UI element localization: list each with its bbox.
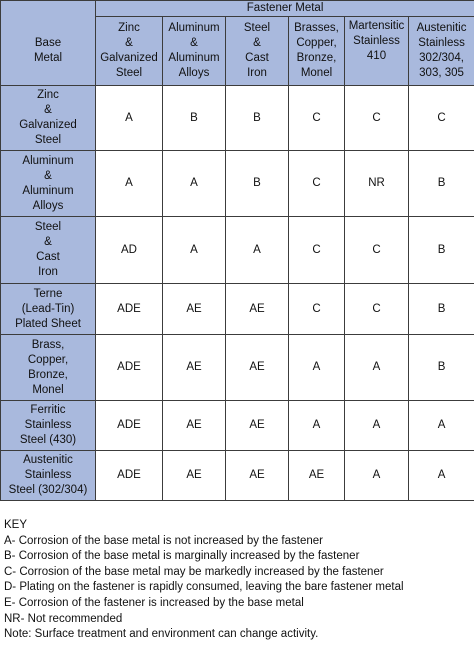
row-header-line: Steel (34, 134, 62, 146)
fastener-metal-title: Fastener Metal (96, 1, 474, 17)
row-header-line: Iron (38, 266, 58, 278)
col-header-line: Martensitic (348, 20, 405, 32)
table-cell: B (226, 86, 289, 151)
table-cell: A (96, 86, 163, 151)
table-row (1, 335, 474, 401)
table-cell: B (409, 284, 474, 335)
col-header-line: Cast (245, 52, 269, 64)
row-header-line: Steel (302/304) (8, 484, 88, 496)
col-header-line: Copper, (296, 37, 337, 49)
row-header-line: Aluminum (22, 154, 74, 167)
table-cell: C (345, 284, 409, 335)
table-cell: AE (226, 451, 289, 501)
col-header-aluminum (163, 17, 226, 86)
col-header-line: Iron (247, 67, 267, 79)
row-header-line: Stainless (24, 419, 72, 431)
row-header-line: Steel (430) (19, 434, 77, 446)
table-row (1, 86, 474, 151)
col-header-martensitic (345, 17, 409, 86)
row-header-line: Monel (32, 383, 64, 396)
key-heading: KEY (4, 519, 28, 531)
row-header-line: Brass, (31, 338, 65, 351)
col-header-line: Galvanized (100, 52, 158, 64)
table-row (1, 401, 474, 451)
key-item: E- Corrosion of the fastener is increased by the base metal (4, 596, 304, 609)
col-header-line: Aluminum (168, 22, 220, 34)
row-header-line: Stainless (24, 469, 72, 481)
table-cell: C (289, 151, 345, 217)
table-cell: A (163, 217, 226, 284)
col-header-line: Stainless (418, 37, 465, 49)
table-cell: B (163, 86, 226, 151)
table-cell: AE (226, 401, 289, 451)
row-header-line: & (44, 104, 52, 116)
col-header-line: Alloys (178, 67, 210, 79)
row-header-line: Cast (36, 251, 60, 263)
base-metal-header (1, 17, 96, 86)
col-header-austenitic (409, 17, 474, 86)
row-header-line: Galvanized (19, 119, 77, 131)
table-cell: A (409, 401, 474, 451)
key-item: D- Plating on the fastener is rapidly consumed, leaving the bare fastener metal (4, 581, 404, 594)
col-header-line: & (125, 37, 133, 49)
table-row (1, 151, 474, 217)
table-cell: ADE (96, 284, 163, 335)
row-header-line: Ferritic (30, 404, 66, 416)
col-header-steel (226, 17, 289, 86)
row-header-line: Alloys (32, 199, 64, 212)
row-header-zinc (1, 86, 96, 151)
col-header-zinc (96, 17, 163, 86)
row-header-aluminum (1, 151, 96, 217)
base-header-line: Base (34, 36, 62, 49)
row-header-line: Austenitic (23, 454, 73, 466)
row-header-ferritic (1, 401, 96, 451)
col-header-line: Steel (115, 67, 143, 79)
table-cell: AE (226, 335, 289, 401)
key-item: C- Corrosion of the base metal may be markedly increased by the fastener (4, 565, 384, 578)
row-header-terne (1, 284, 96, 335)
row-header-line: Copper, (27, 353, 69, 366)
table-cell: ADE (96, 335, 163, 401)
table-cell: C (345, 86, 409, 151)
col-header-line: Zinc (118, 22, 140, 34)
col-header-line: Stainless (353, 35, 400, 47)
table-cell: C (289, 86, 345, 151)
table-cell: A (96, 151, 163, 217)
table-cell: AE (226, 284, 289, 335)
table-cell: A (289, 335, 345, 401)
corner-blank-cell (1, 1, 96, 17)
row-header-line: & (44, 236, 52, 248)
table-cell: A (345, 451, 409, 501)
table-cell: ADE (96, 451, 163, 501)
table-cell: A (289, 401, 345, 451)
row-header-line: Zinc (37, 89, 59, 101)
col-header-line: Bronze, (296, 52, 337, 64)
table-cell: AE (289, 451, 345, 501)
table-cell: ADE (96, 401, 163, 451)
table-cell: AD (96, 217, 163, 284)
row-header-brass (1, 335, 96, 401)
table-row (1, 451, 474, 501)
row-header-line: Terne (33, 287, 63, 300)
col-header-line: Steel (243, 22, 271, 34)
table-cell: AE (163, 284, 226, 335)
table-cell: AE (163, 451, 226, 501)
table-row (1, 284, 474, 335)
col-header-line: Aluminum (168, 52, 220, 64)
table-cell: C (345, 217, 409, 284)
col-header-line: & (190, 37, 198, 49)
row-header-line: Bronze, (28, 368, 68, 381)
table-cell: AE (163, 335, 226, 401)
table-cell: B (409, 335, 474, 401)
table-cell: B (409, 151, 474, 217)
table-cell: C (289, 284, 345, 335)
table-cell: A (226, 217, 289, 284)
table-cell: A (163, 151, 226, 217)
key-item: B- Corrosion of the base metal is marginally increased by the fastener (4, 550, 360, 563)
col-header-line: & (253, 37, 261, 49)
row-header-line: (Lead-Tin) (21, 302, 75, 315)
col-header-line: Austenitic (416, 22, 467, 34)
key-item: NR- Not recommended (4, 612, 123, 625)
row-header-line: Plated Sheet (15, 317, 81, 330)
col-header-line: 302/304, (419, 52, 464, 64)
col-header-line: 303, 305 (419, 67, 464, 79)
row-header-line: & (44, 169, 52, 182)
row-header-line: Aluminum (22, 184, 74, 197)
key-note: Note: Surface treatment and environment can change activity. (4, 628, 319, 641)
table-cell: C (409, 86, 474, 151)
col-header-brasses (289, 17, 345, 86)
key-legend (4, 518, 472, 643)
table-cell-not-recommended: NR (345, 151, 409, 217)
table-cell: AE (163, 401, 226, 451)
key-item: A- Corrosion of the base metal is not increased by the fastener (4, 534, 323, 547)
table-cell: A (345, 335, 409, 401)
table-row (1, 217, 474, 284)
row-header-steel (1, 217, 96, 284)
row-header-austenitic (1, 451, 96, 501)
col-header-line: Brasses, (294, 22, 339, 34)
row-header-line: Steel (34, 221, 62, 233)
table-cell: A (409, 451, 474, 501)
table-cell: A (345, 401, 409, 451)
table-cell: B (226, 151, 289, 217)
col-header-line: 410 (366, 50, 387, 62)
table-cell: C (289, 217, 345, 284)
base-header-line: Metal (33, 51, 63, 64)
col-header-line: Monel (300, 67, 333, 79)
table-cell: B (409, 217, 474, 284)
